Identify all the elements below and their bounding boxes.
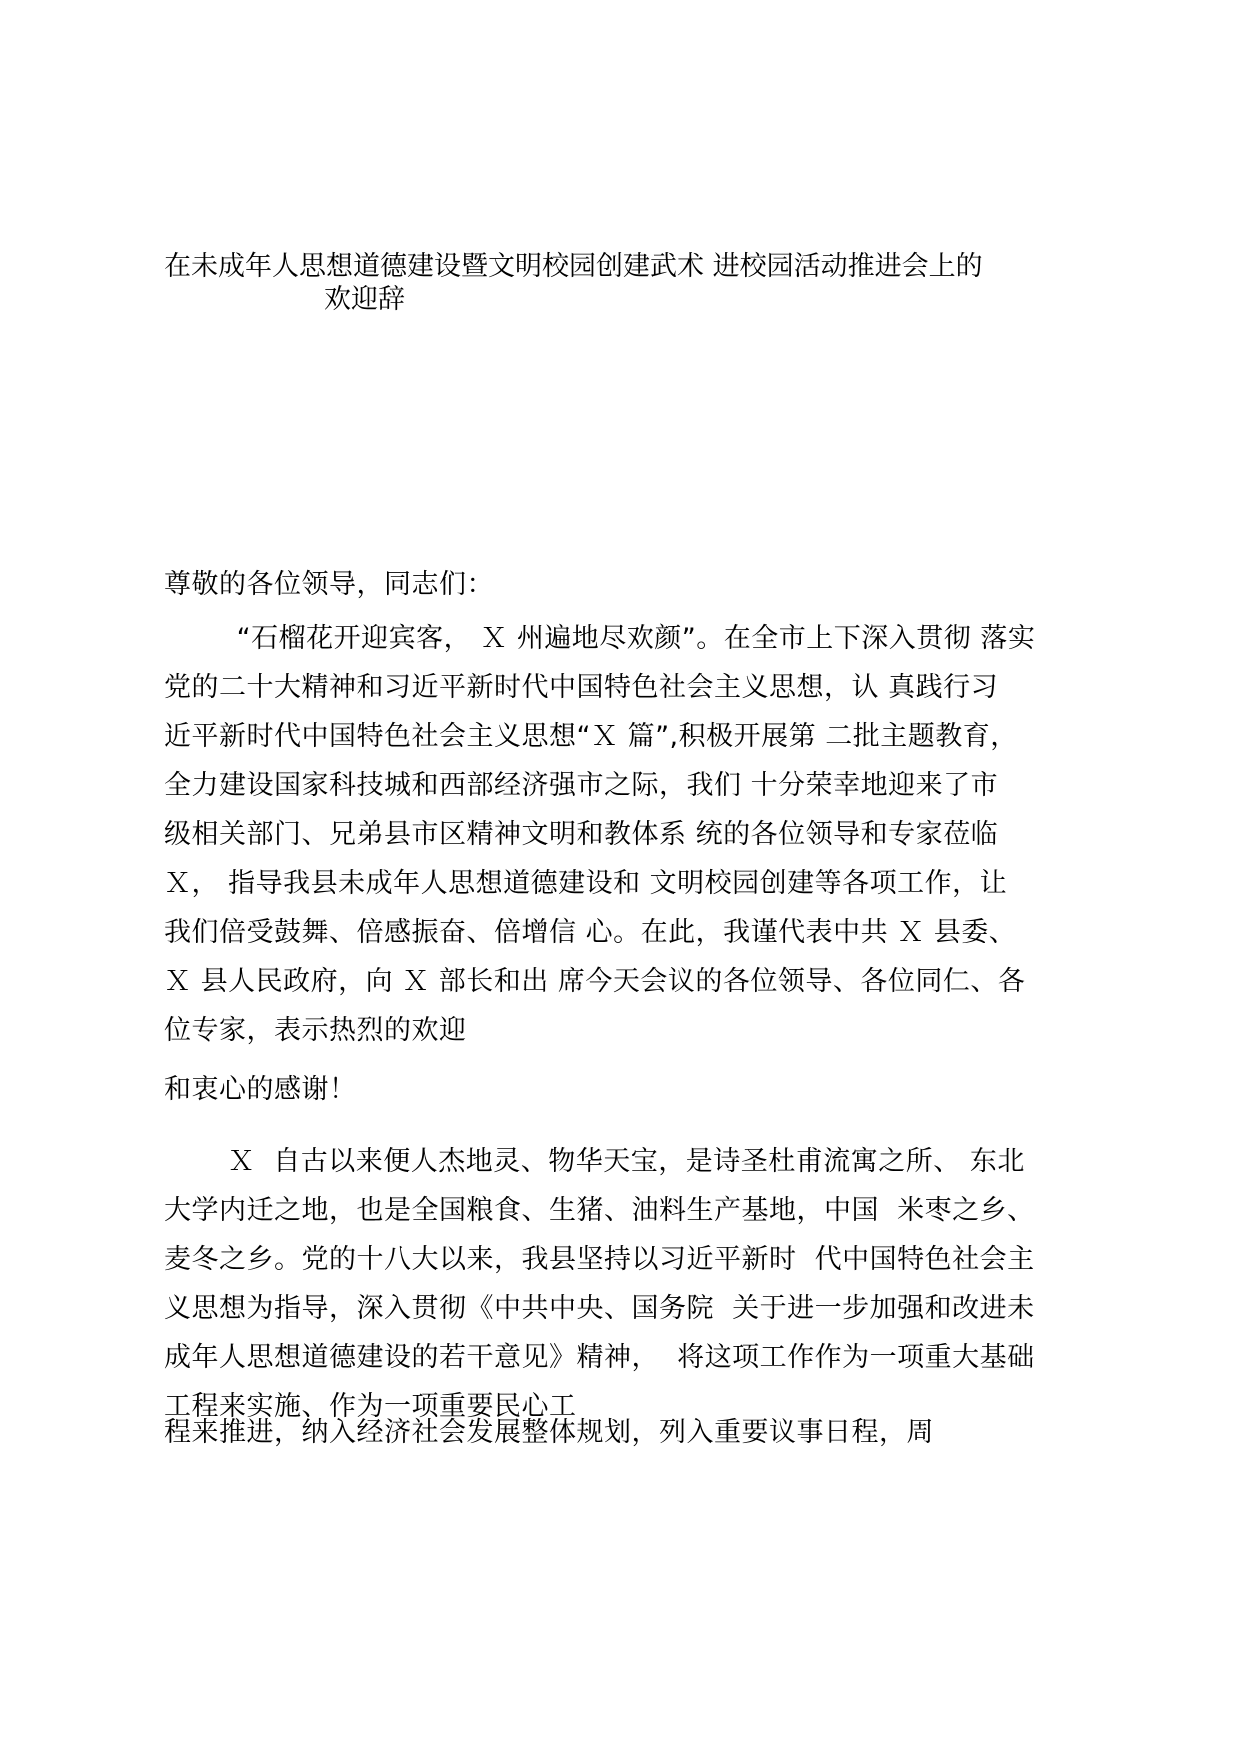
paragraph-4: 程来推进，纳入经济社会发展整体规划，列入重要议事日程，周 <box>164 1417 934 1448</box>
salutation: 尊敬的各位领导，同志们： <box>164 569 494 600</box>
paragraph-3: Ｘ 自古以来便人杰地灵、物华天宝，是诗圣杜甫流寓之所、 东北 大学内迁之地，也是全国粮食、生猪、油料生产基地，中国 米枣之乡、 麦冬之乡。党的十八大以来，我县坚持以习近平新时 代中国特色社会主 义思想为指导，深入贯彻《中共中央、国务院 关于进一步加强和改进未 成年人思想道德建设的若干意见》精神， 将这项工作作为一项重大基础 工程来实施、作为一项重要民心工 <box>164 1146 1035 1422</box>
title-line-2: 欢迎辞 <box>324 284 405 315</box>
paragraph-2: 和衷心的感谢！ <box>164 1074 357 1105</box>
title-line-1: 在未成年人思想道德建设暨文明校园创建武术 进校园活动推进会上的 <box>164 251 983 282</box>
paragraph-1: “石榴花开迎宾客， Ｘ 州遍地尽欢颜”。在全市上下深入贯彻 落实 党的二十大精神和习近平新时代中国特色社会主义思想，认 真践行习 近平新时代中国特色社会主义思想“Ｘ 篇”,积极开展第 二批主题教育， 全力建设国家科技城和西部经济强市之际，我们 十分荣幸地迎来了市 级相关部门、兄弟县市区精神文明和教体系 统的各位领导和专家莅临 Ｘ， 指导我县未成年人思想道德建设和 文明校园创建等各项工作，让 我们倍受鼓舞、倍感振奋、倍增信 心。在此，我谨代表中共 Ｘ 县委、 Ｘ 县人民政府，向 Ｘ 部长和出 席今天会议的各位领导、各位同仁、各 位专家，表示热烈的欢迎 <box>164 623 1036 1046</box>
document-title <box>164 250 983 316</box>
